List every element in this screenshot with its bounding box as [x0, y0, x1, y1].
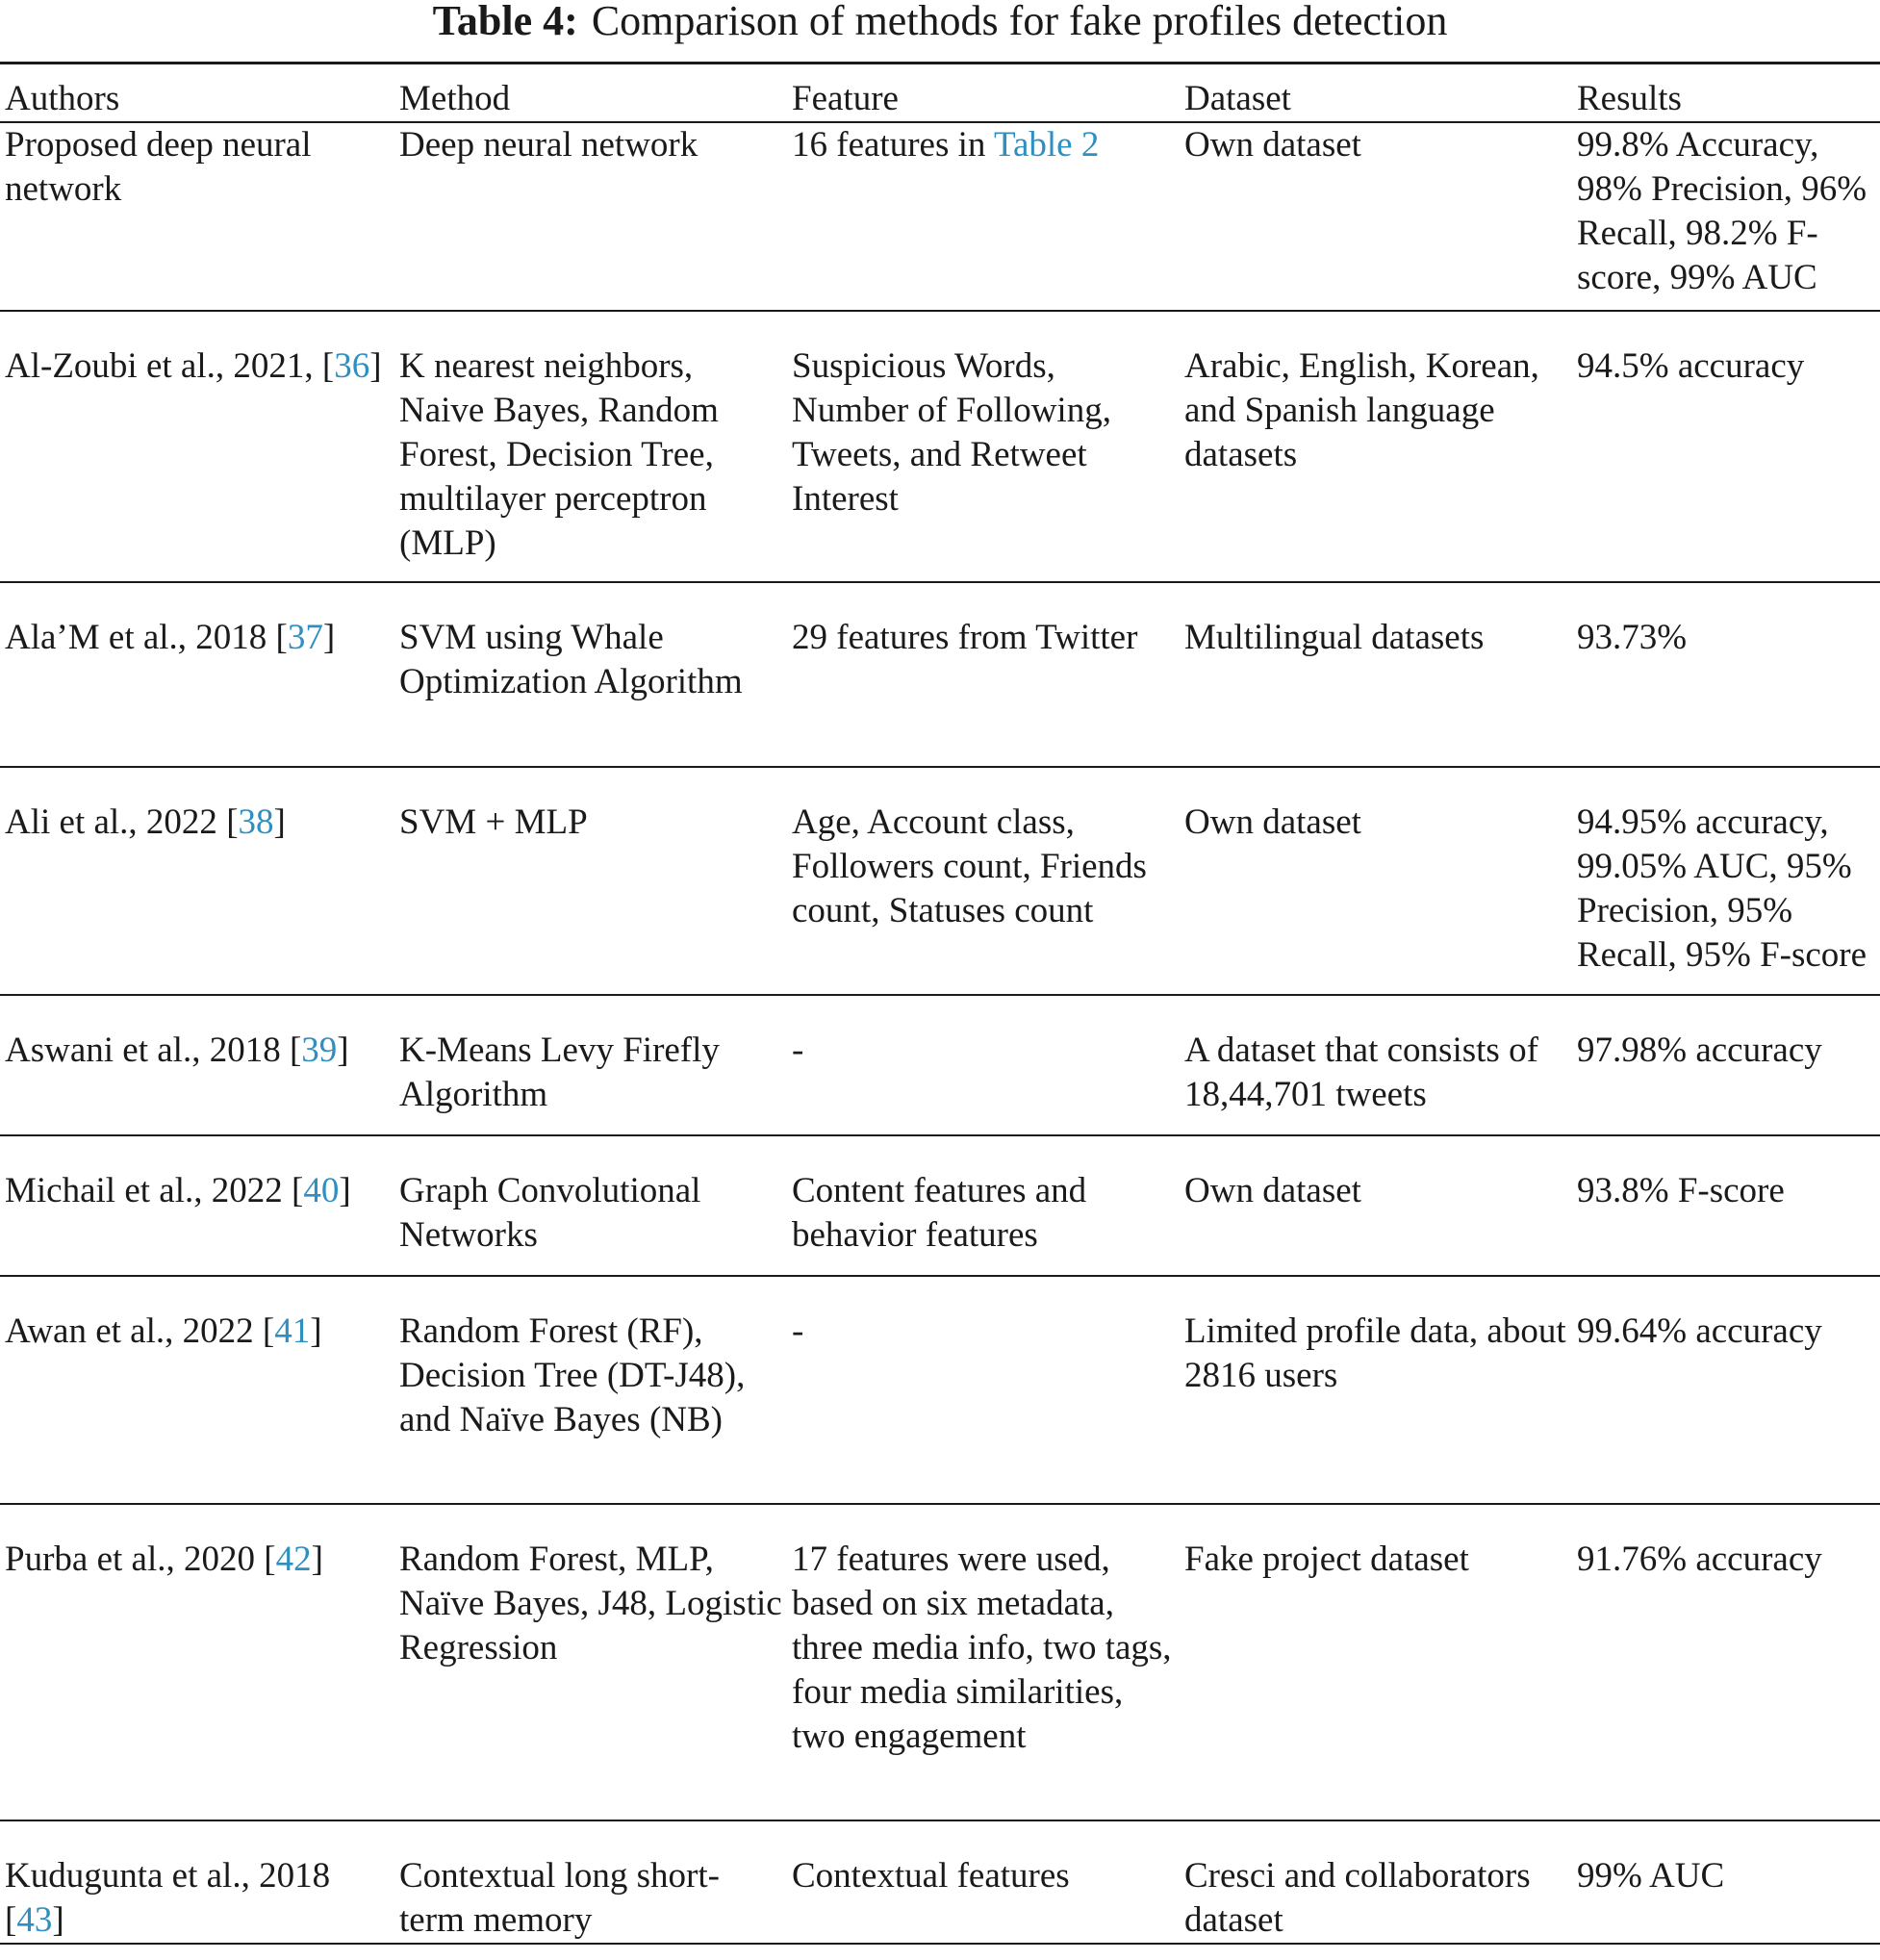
cell-method: Contextual long short-term memory [394, 1820, 787, 1944]
cell-method: Deep neural network [394, 122, 787, 311]
feature-text: - [792, 1031, 804, 1070]
citation-link[interactable]: 41 [274, 1311, 311, 1351]
citation-link[interactable]: 40 [303, 1171, 340, 1210]
cell-method: K nearest neighbors, Naive Bayes, Random Forest, Decision Tree, multilayer perceptron (MLP) [394, 311, 787, 582]
author-text: Awan et al., 2022 [5, 1311, 263, 1351]
cell-feature [787, 582, 1180, 767]
citation-link[interactable]: 43 [16, 1900, 53, 1940]
cell-results: 91.76% accuracy [1572, 1504, 1880, 1820]
author-text: Proposed deep neural network [5, 125, 312, 209]
author-text: Ali et al., 2022 [5, 802, 227, 842]
citation-link[interactable]: 39 [301, 1031, 338, 1070]
column-header-feature: Feature [787, 64, 1180, 123]
feature-text: Suspicious Words, Number of Following, Tweets, and Retweet Interest [792, 346, 1111, 519]
cell-results: 97.98% accuracy [1572, 995, 1880, 1135]
cell-dataset: Cresci and collaborators dataset [1180, 1820, 1572, 1944]
column-header-method: Method [394, 64, 787, 123]
table-caption [0, 0, 1880, 42]
cell-feature [787, 1504, 1180, 1820]
cell-results: 99.8% Accuracy, 98% Precision, 96% Recall, 98.2% F-score, 99% AUC [1572, 122, 1880, 311]
cell-authors: Kudugunta et al., 2018 [43] [0, 1820, 394, 1944]
citation-link[interactable]: 42 [275, 1540, 312, 1579]
cell-dataset: Arabic, English, Korean, and Spanish language datasets [1180, 311, 1572, 582]
cell-authors: Ali et al., 2022 [38] [0, 767, 394, 995]
column-header-results: Results [1572, 64, 1880, 123]
cell-method: SVM + MLP [394, 767, 787, 995]
citation-link[interactable]: 38 [238, 802, 274, 842]
cell-dataset: Multilingual datasets [1180, 582, 1572, 767]
cell-authors: Purba et al., 2020 [42] [0, 1504, 394, 1820]
table-row [0, 1820, 1880, 1944]
feature-text: - [792, 1311, 804, 1351]
column-header-authors: Authors [0, 64, 394, 123]
author-text: Purba et al., 2020 [5, 1540, 265, 1579]
table-reference-link[interactable]: Table 2 [993, 125, 1100, 165]
feature-text: 29 features from Twitter [792, 618, 1138, 657]
comparison-table [0, 62, 1880, 1945]
cell-dataset: A dataset that consists of 18,44,701 tweets [1180, 995, 1572, 1135]
cell-feature [787, 1135, 1180, 1276]
citation-link[interactable]: 36 [334, 346, 370, 386]
cell-feature [787, 122, 1180, 311]
table-caption-text: Comparison of methods for fake profiles detection [591, 0, 1448, 44]
table-row [0, 122, 1880, 311]
column-header-dataset: Dataset [1180, 64, 1572, 123]
cell-feature [787, 311, 1180, 582]
table-row [0, 1504, 1880, 1820]
table-row [0, 1276, 1880, 1504]
cell-authors: Aswani et al., 2018 [39] [0, 995, 394, 1135]
author-text: Al-Zoubi et al., 2021, [5, 346, 322, 386]
cell-results: 93.73% [1572, 582, 1880, 767]
cell-method: Random Forest, MLP, Naïve Bayes, J48, Logistic Regression [394, 1504, 787, 1820]
feature-text: Age, Account class, Followers count, Friends count, Statuses count [792, 802, 1147, 930]
cell-dataset: Limited profile data, about 2816 users [1180, 1276, 1572, 1504]
table-row [0, 311, 1880, 582]
cell-results: 99% AUC [1572, 1820, 1880, 1944]
cell-authors: Al-Zoubi et al., 2021, [36] [0, 311, 394, 582]
cell-feature [787, 1276, 1180, 1504]
cell-method: Graph Convolutional Networks [394, 1135, 787, 1276]
cell-authors: Awan et al., 2022 [41] [0, 1276, 394, 1504]
table-row [0, 995, 1880, 1135]
cell-results: 94.95% accuracy, 99.05% AUC, 95% Precision, 95% Recall, 95% F-score [1572, 767, 1880, 995]
cell-dataset: Own dataset [1180, 122, 1572, 311]
cell-dataset: Fake project dataset [1180, 1504, 1572, 1820]
table-header-row [0, 64, 1880, 123]
table-row [0, 767, 1880, 995]
cell-authors [0, 122, 394, 311]
cell-authors: Ala’M et al., 2018 [37] [0, 582, 394, 767]
author-text: Michail et al., 2022 [5, 1171, 292, 1210]
cell-results: 94.5% accuracy [1572, 311, 1880, 582]
feature-text: Content features and behavior features [792, 1171, 1087, 1255]
cell-results: 93.8% F-score [1572, 1135, 1880, 1276]
cell-feature [787, 995, 1180, 1135]
feature-text: Contextual features [792, 1856, 1070, 1896]
cell-results: 99.64% accuracy [1572, 1276, 1880, 1504]
cell-method: K-Means Levy Firefly Algorithm [394, 995, 787, 1135]
cell-dataset: Own dataset [1180, 767, 1572, 995]
cell-dataset: Own dataset [1180, 1135, 1572, 1276]
cell-feature [787, 1820, 1180, 1944]
cell-authors: Michail et al., 2022 [40] [0, 1135, 394, 1276]
table-row [0, 1135, 1880, 1276]
cell-method: SVM using Whale Optimization Algorithm [394, 582, 787, 767]
feature-text: 17 features were used, based on six metadata, three media info, two tags, four media similarities, two engagement [792, 1540, 1172, 1756]
cell-feature [787, 767, 1180, 995]
table-caption-label: Table 4: [432, 0, 578, 44]
author-text: Kudugunta et al., 2018 [5, 1856, 331, 1896]
author-text: Aswani et al., 2018 [5, 1031, 290, 1070]
table-row [0, 582, 1880, 767]
citation-link[interactable]: 37 [287, 618, 323, 657]
author-text: Ala’M et al., 2018 [5, 618, 276, 657]
feature-text: 16 features in [792, 125, 994, 165]
cell-method: Random Forest (RF), Decision Tree (DT-J48), and Naïve Bayes (NB) [394, 1276, 787, 1504]
